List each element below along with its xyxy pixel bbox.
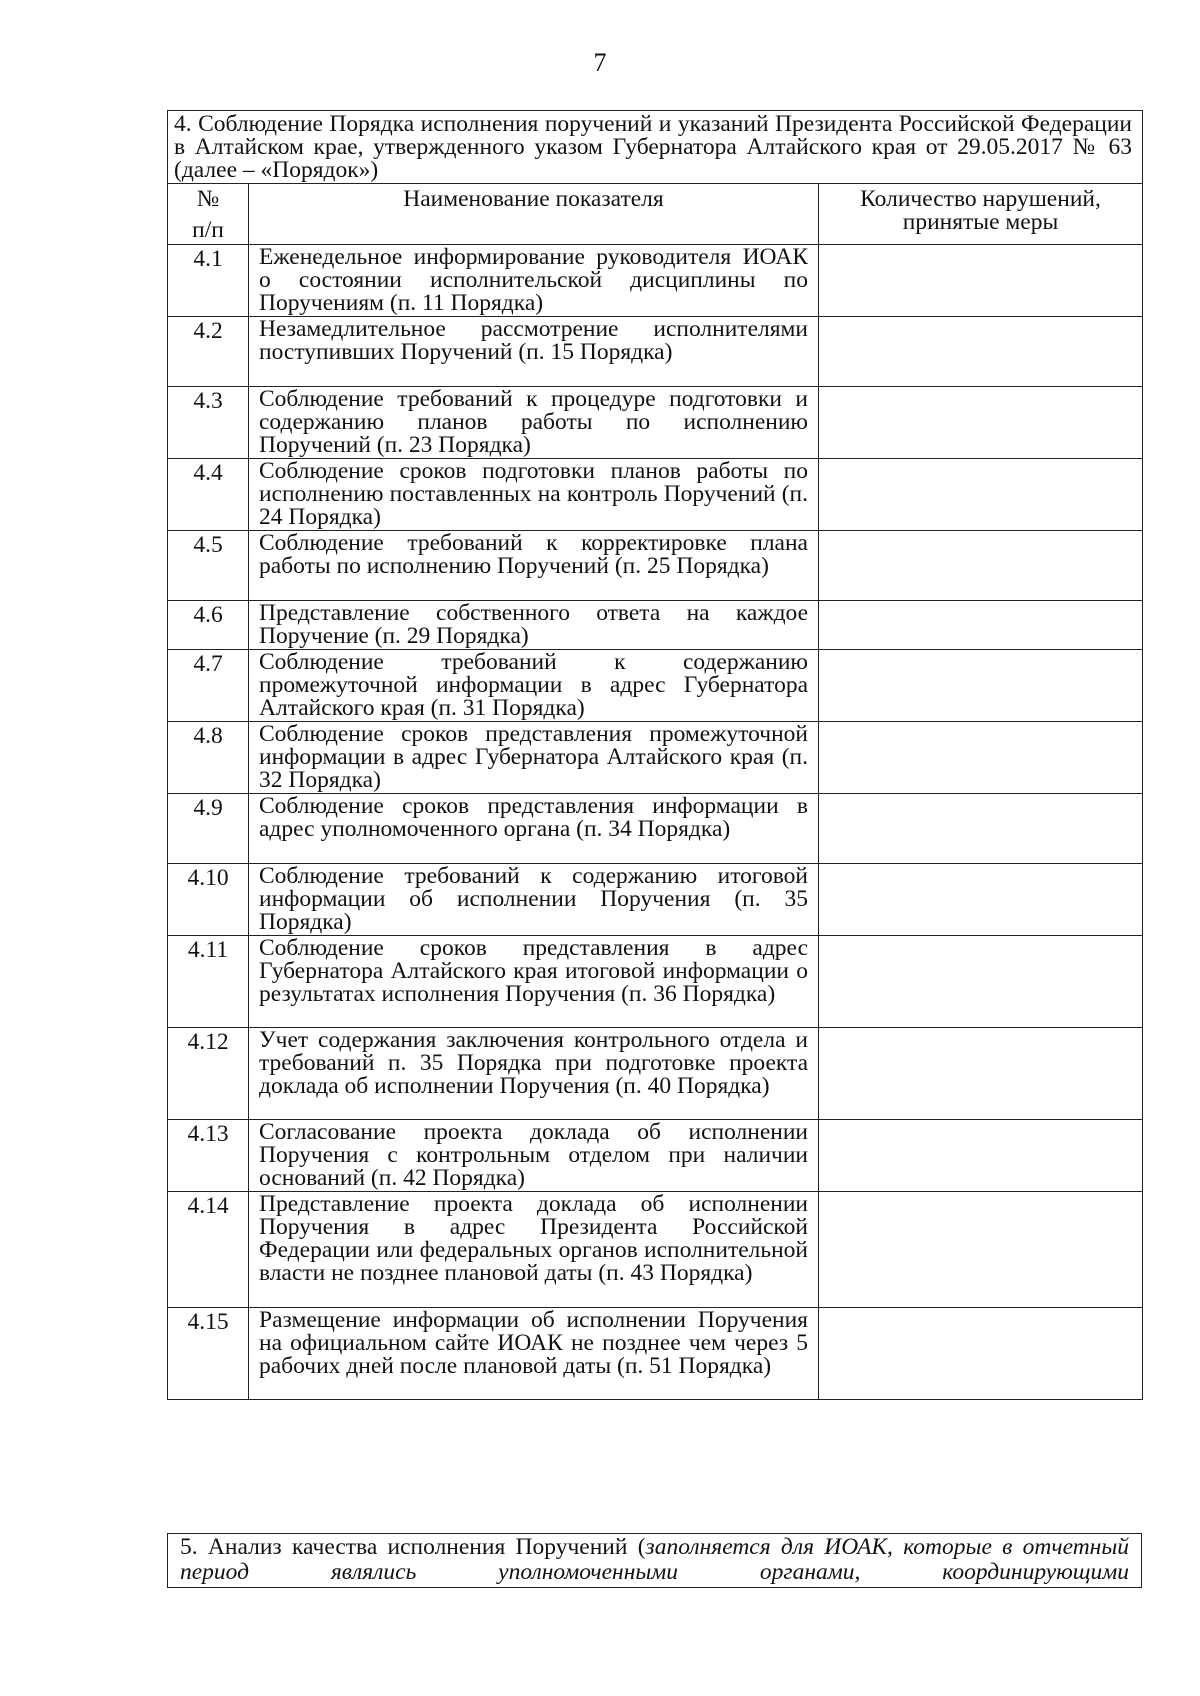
row-indicator-text: Соблюдение сроков подготовки планов работы по исполнению поставленных на контроль Поручений (п. 24 Порядка): [249, 459, 819, 531]
row-number: 4.12: [168, 1028, 249, 1120]
row-number: 4.4: [168, 459, 249, 531]
section5-header: [167, 1533, 1142, 1588]
table-row: [168, 1308, 1143, 1400]
row-number: 4.1: [168, 245, 249, 317]
section4-table: [167, 110, 1143, 1400]
row-number: 4.6: [168, 601, 249, 650]
row-number: 4.7: [168, 650, 249, 722]
table-row: [168, 317, 1143, 387]
table-row: [168, 387, 1143, 459]
table-row: [168, 245, 1143, 317]
row-violations-cell: [819, 245, 1143, 317]
row-violations-cell: [819, 1120, 1143, 1192]
table-row: [168, 601, 1143, 650]
column-header-number-pp: п/п: [192, 217, 224, 243]
column-header-indicator: Наименование показателя: [249, 184, 819, 245]
row-number: 4.3: [168, 387, 249, 459]
row-number: 4.8: [168, 722, 249, 794]
table-row: [168, 531, 1143, 601]
row-violations-cell: [819, 794, 1143, 864]
row-number: 4.9: [168, 794, 249, 864]
section5-title-plain: 5. Анализ качества исполнения Поручений (: [180, 1534, 646, 1560]
row-number: 4.11: [168, 936, 249, 1028]
table-row: [168, 1120, 1143, 1192]
row-indicator-text: Соблюдение требований к содержанию итоговой информации об исполнении Поручения (п. 35 Порядка): [249, 864, 819, 936]
row-number: 4.15: [168, 1308, 249, 1400]
row-violations-cell: [819, 864, 1143, 936]
table-row: [168, 1028, 1143, 1120]
row-number: 4.5: [168, 531, 249, 601]
row-violations-cell: [819, 459, 1143, 531]
row-violations-cell: [819, 531, 1143, 601]
row-violations-cell: [819, 1308, 1143, 1400]
column-header-number: [168, 184, 249, 245]
row-number: 4.10: [168, 864, 249, 936]
section5-title-italic: заполняется для ИОАК, которые в отчетный период являлись уполномоченными органами, координирующими: [180, 1534, 1129, 1585]
row-indicator-text: Представление проекта доклада об исполнении Поручения в адрес Президента Российской Федерации или федеральных органов исполнительной власти не позднее плановой даты (п. 43 Порядка): [249, 1192, 819, 1308]
table-row: [168, 864, 1143, 936]
row-indicator-text: Соблюдение сроков представления информации в адрес уполномоченного органа (п. 34 Порядка): [249, 794, 819, 864]
row-number: 4.2: [168, 317, 249, 387]
page-number: 7: [593, 48, 607, 77]
row-indicator-text: Соблюдение требований к корректировке плана работы по исполнению Поручений (п. 25 Порядка): [249, 531, 819, 601]
row-indicator-text: Соблюдение сроков представления в адрес Губернатора Алтайского края итоговой информации о результатах исполнения Поручения (п. 36 Порядка): [249, 936, 819, 1028]
table-row: [168, 1192, 1143, 1308]
row-indicator-text: Представление собственного ответа на каждое Поручение (п. 29 Порядка): [249, 601, 819, 650]
row-violations-cell: [819, 317, 1143, 387]
table-row: [168, 722, 1143, 794]
row-violations-cell: [819, 650, 1143, 722]
row-indicator-text: Учет содержания заключения контрольного отдела и требований п. 35 Порядка при подготовке проекта доклада об исполнении Поручения (п. 40 Порядка): [249, 1028, 819, 1120]
row-violations-cell: [819, 1028, 1143, 1120]
row-indicator-text: Соблюдение сроков представления промежуточной информации в адрес Губернатора Алтайского края (п. 32 Порядка): [249, 722, 819, 794]
row-violations-cell: [819, 1192, 1143, 1308]
row-violations-cell: [819, 722, 1143, 794]
table-row: [168, 794, 1143, 864]
section4-header-row: [168, 111, 1143, 184]
section4-title: 4. Соблюдение Порядка исполнения поручений и указаний Президента Российской Федерации в Алтайском крае, утвержденного указом Губернатора Алтайского края от 29.05.2017 № 63 (далее – «Порядок»): [168, 111, 1143, 184]
row-violations-cell: [819, 936, 1143, 1028]
row-indicator-text: Согласование проекта доклада об исполнении Поручения с контрольным отделом при наличии оснований (п. 42 Порядка): [249, 1120, 819, 1192]
row-indicator-text: Еженедельное информирование руководителя ИОАК о состоянии исполнительской дисциплины по Поручениям (п. 11 Порядка): [249, 245, 819, 317]
row-indicator-text: Незамедлительное рассмотрение исполнителями поступивших Поручений (п. 15 Порядка): [249, 317, 819, 387]
row-indicator-text: Размещение информации об исполнении Поручения на официальном сайте ИОАК не позднее чем через 5 рабочих дней после плановой даты (п. 51 Порядка): [249, 1308, 819, 1400]
row-violations-cell: [819, 387, 1143, 459]
row-number: 4.14: [168, 1192, 249, 1308]
row-indicator-text: Соблюдение требований к содержанию промежуточной информации в адрес Губернатора Алтайского края (п. 31 Порядка): [249, 650, 819, 722]
row-number: 4.13: [168, 1120, 249, 1192]
row-indicator-text: Соблюдение требований к процедуре подготовки и содержанию планов работы по исполнению Поручений (п. 23 Порядка): [249, 387, 819, 459]
column-header-number-symbol: №: [196, 186, 220, 212]
column-header-violations: Количество нарушений, принятые меры: [819, 184, 1143, 245]
row-violations-cell: [819, 601, 1143, 650]
table-row: [168, 936, 1143, 1028]
column-header-row: [168, 184, 1143, 245]
table-row: [168, 650, 1143, 722]
table-row: [168, 459, 1143, 531]
